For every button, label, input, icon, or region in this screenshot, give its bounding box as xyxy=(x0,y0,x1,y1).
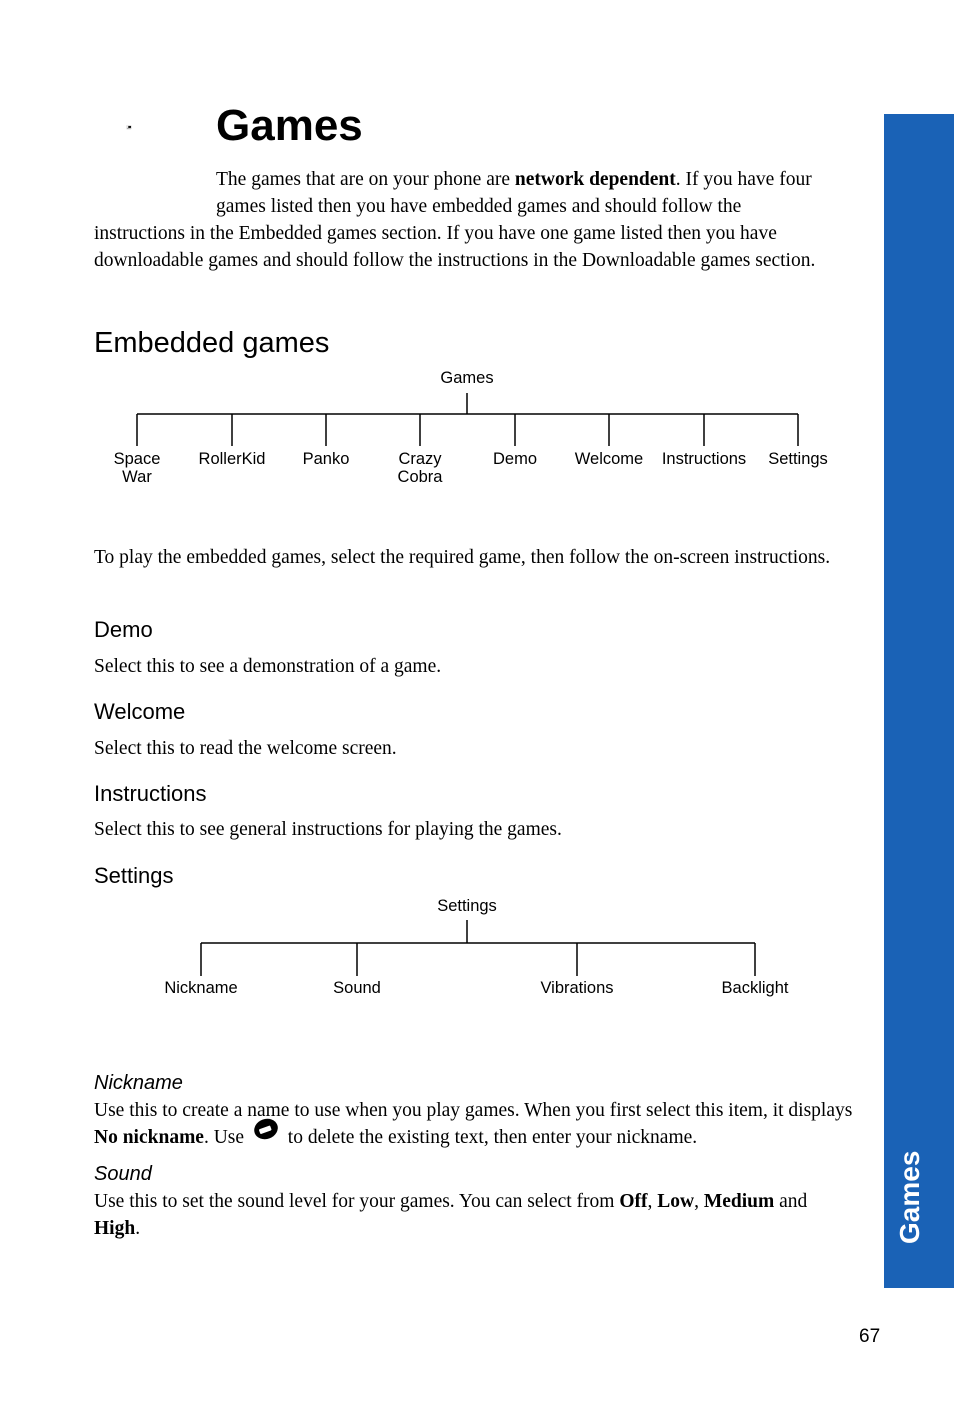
settings-item-nickname: Nickname xyxy=(164,979,238,997)
nickname-text-cont: . Use xyxy=(203,1127,249,1148)
settings-heading: Settings xyxy=(94,863,174,888)
tree-item-rollerkid: RollerKid xyxy=(198,450,266,468)
page-number: 67 xyxy=(859,1326,881,1347)
instructions-text: Select this to see general instructions for playing the games. xyxy=(94,819,562,840)
tree-item-demo: Demo xyxy=(492,450,538,468)
nickname-text: Use this to create a name to use when you play games. When you first select this item, it displays xyxy=(94,1100,853,1121)
nickname-heading: Nickname xyxy=(94,1072,183,1094)
intro-bold: network dependent xyxy=(514,169,676,190)
demo-text: Select this to see a demonstration of a game. xyxy=(94,656,442,677)
sound-option-high: High xyxy=(94,1218,136,1239)
intro-text: The games that are on your phone are xyxy=(216,169,515,190)
welcome-heading: Welcome xyxy=(94,699,186,724)
settings-item-vibrations: Vibrations xyxy=(540,979,614,997)
sound-heading: Sound xyxy=(94,1163,152,1185)
play-instructions-paragraph: To play the embedded games, select the required game, then follow the on-screen instructions. xyxy=(94,547,831,568)
tree-item-crazy-cobra: Crazy Cobra xyxy=(397,450,443,486)
sound-option-off: Off xyxy=(619,1191,648,1212)
tree-item-space-war: Space War xyxy=(113,450,161,486)
side-tab xyxy=(884,114,954,1288)
intro-text-cont: . If you have four games listed then you have embedded games and should follow the xyxy=(216,169,812,217)
sound-option-low: Low xyxy=(657,1191,695,1212)
intro-paragraph-top xyxy=(216,166,856,220)
clear-key-icon xyxy=(249,1125,283,1145)
sound-text: Use this to set the sound level for your games. You can select from xyxy=(94,1191,620,1212)
sound-paragraph xyxy=(94,1188,854,1242)
page-title: Games xyxy=(216,101,363,150)
tree-item-welcome: Welcome xyxy=(574,450,644,468)
nickname-paragraph xyxy=(94,1097,854,1151)
sound-text-end: . xyxy=(135,1218,141,1239)
sound-text-and: and xyxy=(774,1191,808,1212)
games-tree-root: Games xyxy=(440,369,494,387)
sound-sep: , xyxy=(647,1191,658,1212)
intro-paragraph-rest: instructions in the Embedded games section. If you have one game listed then you have downloadable games and should follow the instructions in the Downloadable games section. xyxy=(94,223,816,271)
demo-heading: Demo xyxy=(94,617,153,642)
sound-sep: , xyxy=(694,1191,704,1212)
settings-item-sound: Sound xyxy=(333,979,381,997)
side-tab-label: Games xyxy=(894,1150,925,1244)
settings-item-backlight: Backlight xyxy=(721,979,789,997)
nickname-bold: No nickname xyxy=(94,1127,204,1148)
instructions-heading: Instructions xyxy=(94,781,207,806)
sound-option-medium: Medium xyxy=(703,1191,775,1212)
tree-item-panko: Panko xyxy=(302,450,350,468)
welcome-text: Select this to read the welcome screen. xyxy=(94,738,397,759)
tree-item-instructions: Instructions xyxy=(661,450,747,468)
game-console-icon xyxy=(101,120,189,188)
tree-item-settings: Settings xyxy=(768,450,828,468)
nickname-text-end: to delete the existing text, then enter your nickname. xyxy=(282,1127,698,1148)
settings-tree-root: Settings xyxy=(437,897,497,915)
embedded-games-heading: Embedded games xyxy=(94,327,330,359)
